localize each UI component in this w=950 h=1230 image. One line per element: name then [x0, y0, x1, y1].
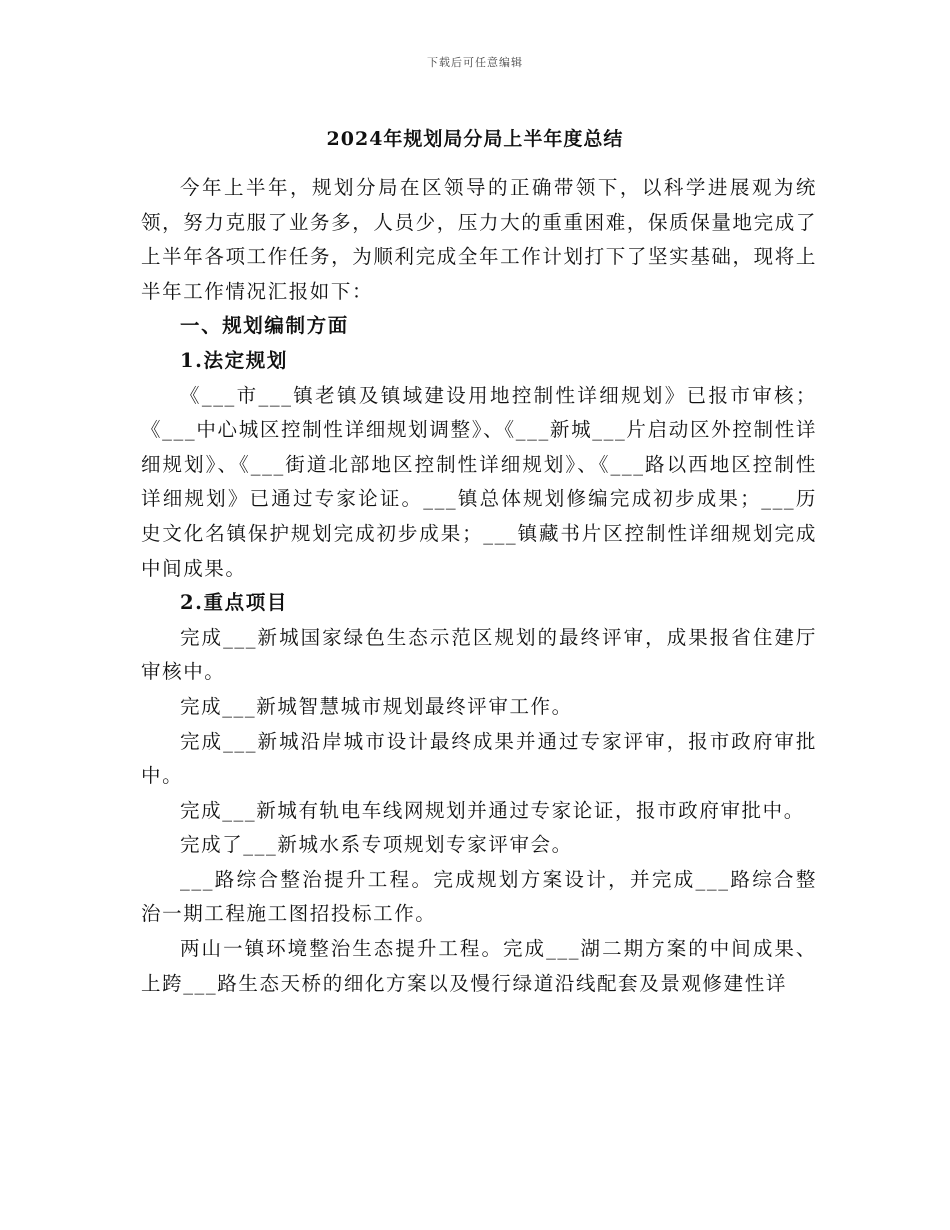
project-paragraph: 完成___新城智慧城市规划最终评审工作。	[180, 694, 573, 718]
project-paragraph: 完成___新城有轨电车线网规划并通过专家论证，报市政府审批中。	[180, 798, 805, 822]
subsection-heading-statutory: 1.法定规划	[180, 348, 288, 372]
project-paragraph: 完成了___新城水系专项规划专家评审会。	[180, 833, 573, 857]
document-title: 2024年规划局分局上半年度总结	[326, 128, 624, 150]
project-paragraph: ___路综合整治提升工程。完成规划方案设计，并完成___路综合整治一期工程施工图招投标工作。	[141, 867, 817, 926]
document-body	[141, 171, 817, 1001]
intro-paragraph: 今年上半年，规划分局在区领导的正确带领下，以科学进展观为统领，努力克服了业务多，人员少，压力大的重重困难，保质保量地完成了上半年各项工作任务，为顺利完成全年工作计划打下了坚实基础，现将上半年工作情况汇报如下：	[141, 176, 817, 303]
project-paragraph: 两山一镇环境整治生态提升工程。完成___湖二期方案的中间成果、上跨___路生态天桥的细化方案以及慢行绿道沿线配套及景观修建性详	[141, 937, 817, 995]
header-note: 下载后可任意编辑	[427, 56, 523, 69]
section-heading-planning: 一、规划编制方面	[180, 314, 349, 338]
project-paragraph: 完成___新城国家绿色生态示范区规划的最终评审，成果报省住建厅审核中。	[141, 625, 817, 684]
statutory-paragraph: 《___市___镇老镇及镇域建设用地控制性详细规划》已报市审核；《___中心城区控制性详细规划调整》、《___新城___片启动区外控制性详细规划》、《___街道北部地区控制性详细规划》、《___路以西地区控制性详细规划》已通过专家论证。___镇总体规划修编完成初步成果；___历史文化名镇保护规划完成初步成果；___镇藏书片区控制性详细规划完成中间成果。	[141, 383, 817, 580]
subsection-heading-key-projects: 2.重点项目	[180, 591, 288, 615]
project-paragraph: 完成___新城沿岸城市设计最终成果并通过专家评审，报市政府审批中。	[141, 729, 817, 788]
